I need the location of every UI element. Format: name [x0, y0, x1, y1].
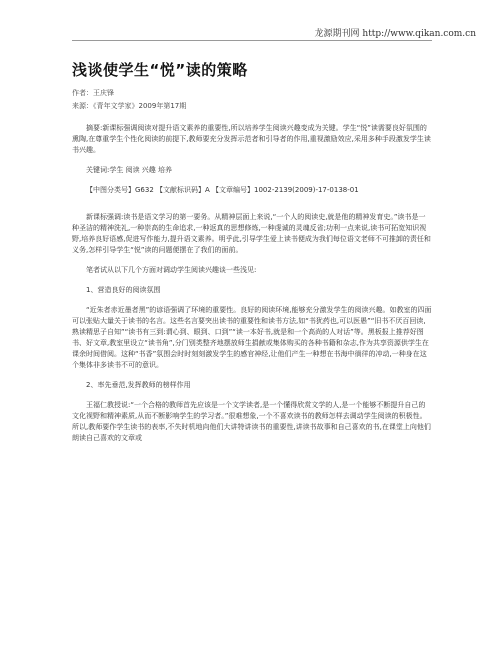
header-divider: [72, 40, 432, 41]
keywords-line: 关键词:学生 阅读 兴趣 培养: [86, 166, 173, 174]
source-line: 来源：《青年文学家》2009年第17期: [72, 102, 187, 110]
classification-line: 【中图分类号】G632 【文献标识码】A 【文章编号】1002-2139(2009)-17-0138-01: [86, 186, 359, 194]
section-1-heading: 1、营造良好的阅读氛围: [86, 286, 161, 294]
section-2-heading: 2、率先垂范,发挥教师的榜样作用: [86, 381, 191, 389]
intro-paragraph: 新课标强调:读书是语文学习的第一要务。从精神层面上来说,“一个人的阅读史,就是他的精神发育史。”读书是一种圣洁的精神洗礼,一种崇高的生命追求,一种返真的思想修炼,一种虔诚的灵魂反省;功利一点来说,读书可拓宽知识视野,培养良好语感,促进写作能力,提升语文素养。明乎此,引导学生爱上读书便成为我们每位语文老师不可推卸的责任和义务,怎样引导学生“悦”读的问题便摆在了我们的面前。: [72, 213, 431, 254]
author-line: 作者：王庆锋: [72, 89, 114, 97]
section-2-paragraph: 王福仁教授说:“一个合格的教师首先应该是一个文学读者,是一个懂得欣赏文学的人,是一个能够不断提升自己的文化视野和精神素质,从而不断影响学生的学习者。”很难想象,一个不喜欢读书的教师怎样去调动学生阅读的积极性。所以,教师要作学生读书的表率,不失时机地向他们大讲特讲读书的重要性,讲读书故事和自己喜欢的书,在课堂上向他们朗读自己喜欢的文章或: [72, 401, 431, 442]
site-header[interactable]: 龙源期刊网 http://www.qikan.com.cn: [314, 29, 476, 39]
section-1-paragraph: “近朱者赤近墨者黑”的谚语强调了环境的重要性。良好的阅读环境,能够充分激发学生的阅读兴趣。如教室的四面可以张贴大量关于读书的名言。这些名言要突出读书的重要性和读书方法,如“书犹药也,可以医愚”“旧书不厌百回读,熟读精思子自知”“读书有三到:谓心到、眼到、口到”“读一本好书,就是和一个高尚的人对话”等。黑板报上推荐好图书、好文章,教室里设立“读书角”,分门别类整齐地摆放师生捐献或集体购买的各种书籍和杂志,作为共享资源供学生在课余时间借阅。这种“书香”氛围会时时刻刻激发学生的感官神经,让他们产生一种想在书海中徜徉的冲动,一种身在这个集体非多读书不可的意识。: [72, 306, 432, 369]
spacer: [72, 202, 432, 212]
article-title: 浅谈使学生“悦”读的策略: [72, 61, 248, 79]
method-intro-paragraph: 笔者试从以下几个方面对调动学生阅读兴趣谈一些浅见:: [86, 266, 257, 274]
abstract-paragraph: 摘要:新课标强调阅读对提升语文素养的重要性,所以培养学生阅读兴趣变成为关键。学生“悦”读需要良好氛围的熏陶,在尊重学生个性化阅读的前提下,教师要充分发挥示范者和引导者的作用,重视激励效应,采用多种手段激发学生读书兴趣。: [72, 124, 431, 154]
article-content: [72, 123, 432, 453]
